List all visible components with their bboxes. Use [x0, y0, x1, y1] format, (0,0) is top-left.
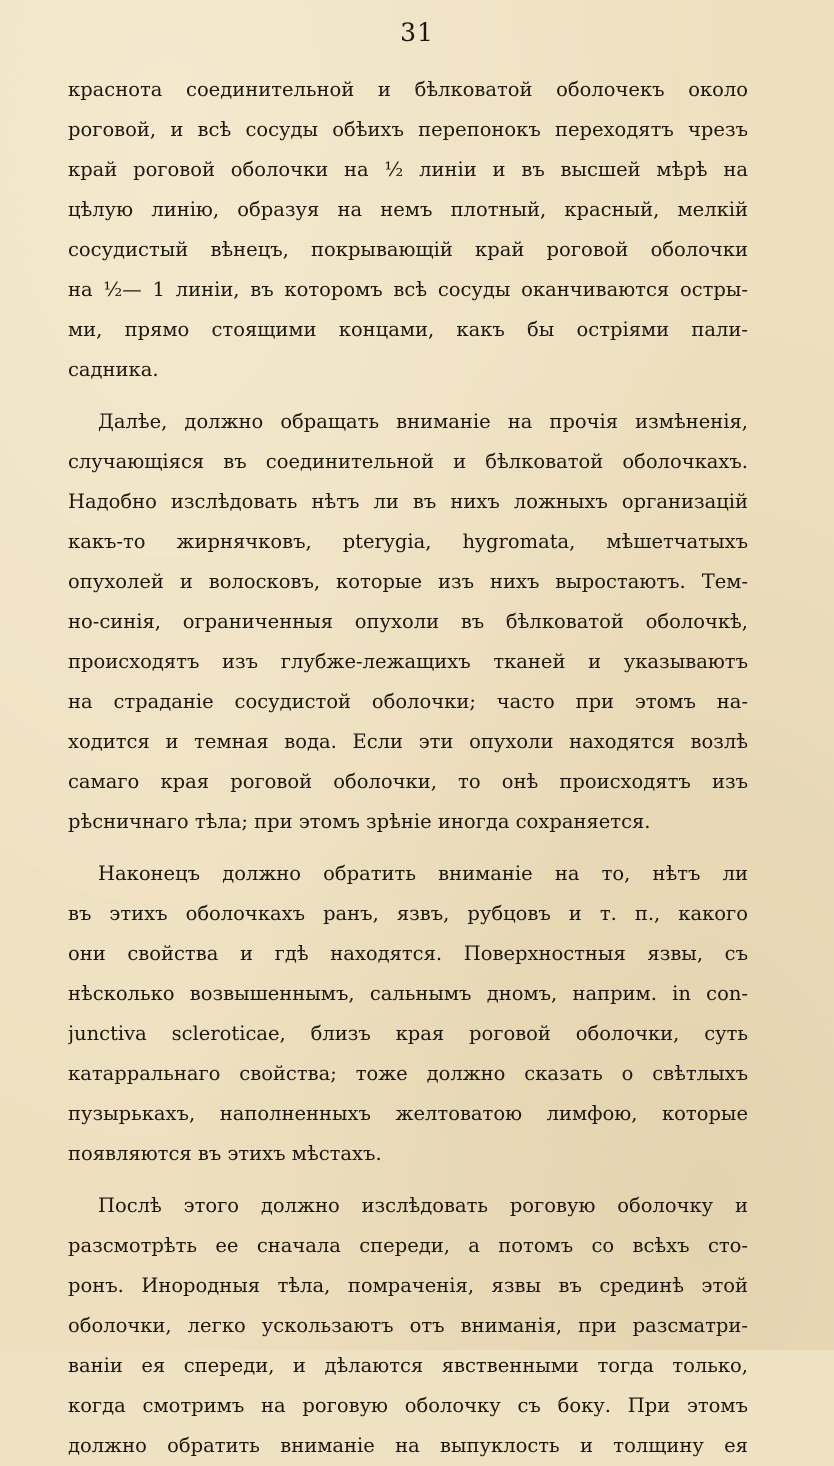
- text-line: край роговой оболочки на ½ линіи и въ высшей мѣрѣ на: [68, 158, 748, 181]
- text-line: въ этихъ оболочкахъ ранъ, язвъ, рубцовъ и т. п., какого: [68, 902, 748, 925]
- text-line: junctiva scleroticae, близъ края роговой оболочки, суть: [68, 1022, 748, 1045]
- text-line: Надобно изслѣдовать нѣтъ ли въ нихъ ложныхъ организацій: [68, 490, 748, 513]
- text-line: роговой, и всѣ сосуды обѣихъ перепонокъ переходятъ чрезъ: [68, 118, 748, 141]
- text-line: оболочки, легко ускользаютъ отъ вниманія, при разсматри-: [68, 1314, 748, 1337]
- text-line: пузырькахъ, наполненныхъ желтоватою лимфою, которые: [68, 1102, 748, 1125]
- text-line: ходится и темная вода. Если эти опухоли находятся возлѣ: [68, 730, 748, 753]
- text-line: рѣсничнаго тѣла; при этомъ зрѣніе иногда сохраняется.: [68, 810, 651, 833]
- page-number: 31: [400, 18, 434, 47]
- text-line: на ½— 1 линіи, въ которомъ всѣ сосуды оканчиваются остры-: [68, 278, 748, 301]
- text-line: когда смотримъ на роговую оболочку съ боку. При этомъ: [68, 1394, 748, 1417]
- text-line: краснота соединительной и бѣлковатой оболочекъ около: [68, 78, 748, 101]
- text-line: опухолей и волосковъ, которые изъ нихъ выростаютъ. Тем-: [68, 570, 748, 593]
- text-line: Наконецъ должно обратить вниманіе на то, нѣтъ ли: [98, 862, 748, 885]
- text-line: но-синія, ограниченныя опухоли въ бѣлковатой оболочкѣ,: [68, 610, 748, 633]
- text-line: происходятъ изъ глубже-лежащихъ тканей и указываютъ: [68, 650, 748, 673]
- text-line: ваніи ея спереди, и дѣлаются явственными тогда только,: [68, 1354, 748, 1377]
- text-line: появляются въ этихъ мѣстахъ.: [68, 1142, 382, 1165]
- text-line: Послѣ этого должно изслѣдовать роговую оболочку и: [98, 1194, 748, 1217]
- text-line: они свойства и гдѣ находятся. Поверхностныя язвы, съ: [68, 942, 748, 965]
- paragraph-3: [68, 854, 748, 1174]
- text-body: [68, 70, 748, 1466]
- paragraph-2: [68, 402, 748, 842]
- text-line: садника.: [68, 358, 159, 381]
- text-line: ронъ. Инородныя тѣла, помраченія, язвы въ срединѣ этой: [68, 1274, 748, 1297]
- text-line: нѣсколько возвышеннымъ, сальнымъ дномъ, наприм. in con-: [68, 982, 748, 1005]
- text-line: Далѣе, должно обращать вниманіе на прочія измѣненія,: [98, 410, 748, 433]
- text-line: самаго края роговой оболочки, то онѣ происходятъ изъ: [68, 770, 748, 793]
- paragraph-1: [68, 70, 748, 390]
- text-line: цѣлую линію, образуя на немъ плотный, красный, мелкій: [68, 198, 748, 221]
- text-line: ми, прямо стоящими концами, какъ бы остріями пали-: [68, 318, 748, 341]
- text-line: должно обратить вниманіе на выпуклость и толщину ея: [68, 1434, 748, 1457]
- text-line: катарральнаго свойства; тоже должно сказать о свѣтлыхъ: [68, 1062, 748, 1085]
- text-line: на страданіе сосудистой оболочки; часто при этомъ на-: [68, 690, 748, 713]
- text-line: случающіяся въ соединительной и бѣлковатой оболочкахъ.: [68, 450, 748, 473]
- paragraph-4: [68, 1186, 748, 1466]
- text-line: сосудистый вѣнецъ, покрывающій край роговой оболочки: [68, 238, 748, 261]
- text-line: какъ-то жирнячковъ, pterygia, hygromata, мѣшетчатыхъ: [68, 530, 748, 553]
- text-line: разсмотрѣть ее сначала спереди, а потомъ со всѣхъ сто-: [68, 1234, 748, 1257]
